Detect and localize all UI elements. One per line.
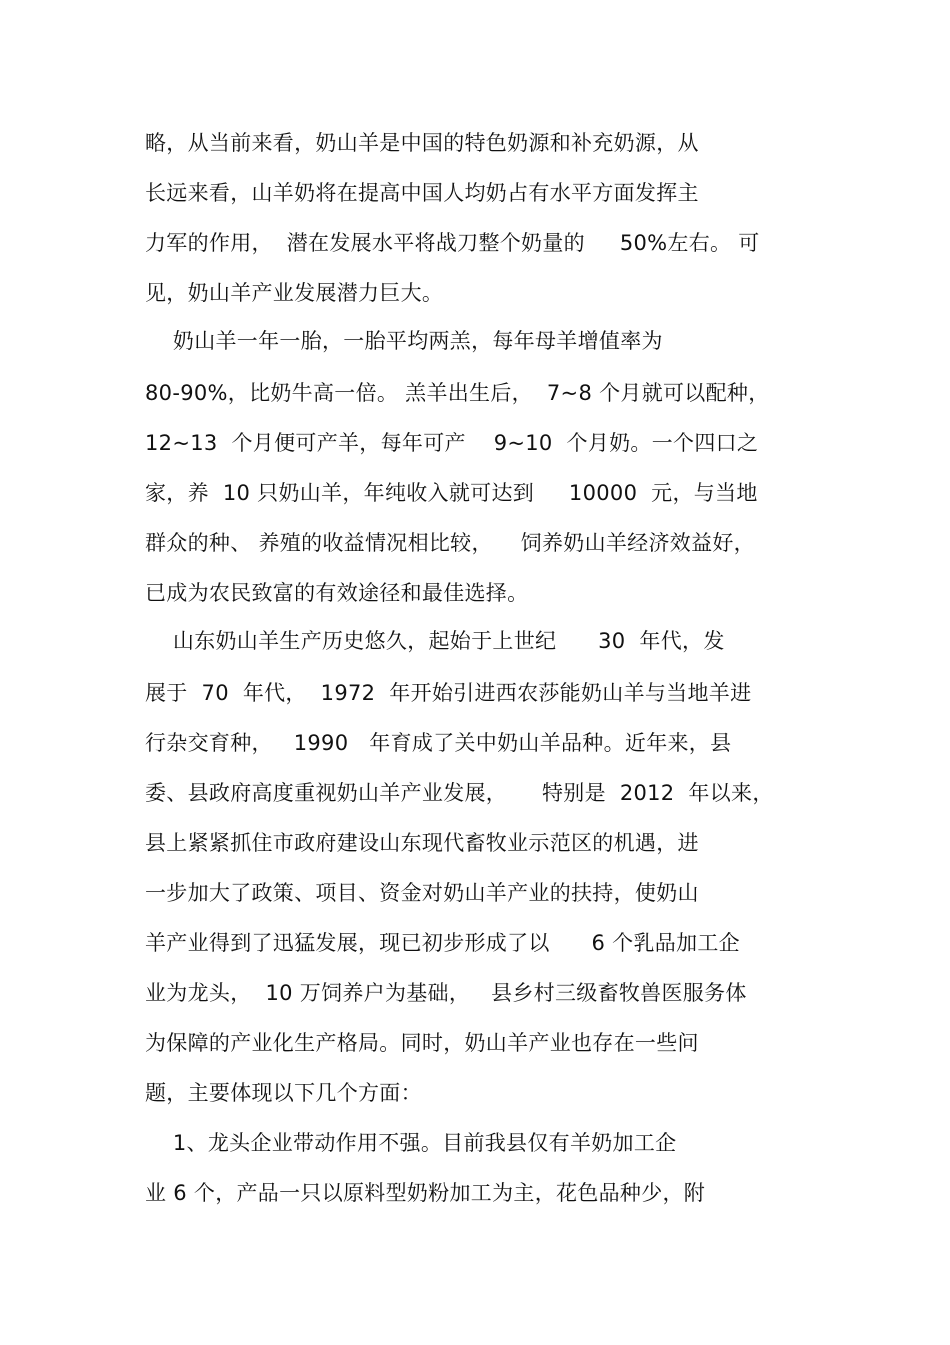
text-line: 力军的作用， 潜在发展水平将战刀整个奶量的 50%左右。 可 — [145, 231, 760, 255]
text-line: 群众的种、 养殖的收益情况相比较， 饲养奶山羊经济效益好， — [145, 531, 755, 555]
text-line: 12~13 个月便可产羊，每年可产 9~10 个月奶。一个四口之 — [145, 431, 759, 455]
text-line: 展于 70 年代， 1972 年开始引进西农莎能奶山羊与当地羊进 — [145, 681, 752, 705]
text-line: 奶山羊一年一胎，一胎平均两羔，每年母羊增值率为 — [145, 329, 663, 353]
text-line: 长远来看，山羊奶将在提高中国人均奶占有水平方面发挥主 — [145, 181, 699, 205]
text-line: 山东奶山羊生产历史悠久，起始于上世纪 30 年代，发 — [145, 629, 725, 653]
text-line: 羊产业得到了迅猛发展，现已初步形成了以 6 个乳品加工企 — [145, 931, 740, 955]
text-line: 见，奶山羊产业发展潜力巨大。 — [145, 281, 444, 305]
text-line: 家，养 10 只奶山羊，年纯收入就可达到 10000 元，与当地 — [145, 481, 758, 505]
text-line: 一步加大了政策、项目、资金对奶山羊产业的扶持，使奶山 — [145, 881, 699, 905]
text-line: 县上紧紧抓住市政府建设山东现代畜牧业示范区的机遇，进 — [145, 831, 699, 855]
text-line: 略，从当前来看，奶山羊是中国的特色奶源和补充奶源，从 — [145, 131, 699, 155]
text-line: 业为龙头， 10 万饲养户为基础， 县乡村三级畜牧兽医服务体 — [145, 981, 747, 1005]
text-line: 已成为农民致富的有效途径和最佳选择。 — [145, 581, 529, 605]
text-line: 业 6 个，产品一只以原料型奶粉加工为主，花色品种少，附 — [145, 1181, 706, 1205]
text-line: 80-90%，比奶牛高一倍。 羔羊出生后， 7~8 个月就可以配种， — [145, 381, 770, 405]
text-line: 为保障的产业化生产格局。同时，奶山羊产业也存在一些问 — [145, 1031, 699, 1055]
text-line: 委、县政府高度重视奶山羊产业发展， 特别是 2012 年以来， — [145, 781, 774, 805]
text-line: 1、龙头企业带动作用不强。目前我县仅有羊奶加工企 — [145, 1131, 677, 1155]
text-line: 题，主要体现以下几个方面： — [145, 1081, 422, 1105]
text-line: 行杂交育种， 1990 年育成了关中奶山羊品种。近年来，县 — [145, 731, 732, 755]
